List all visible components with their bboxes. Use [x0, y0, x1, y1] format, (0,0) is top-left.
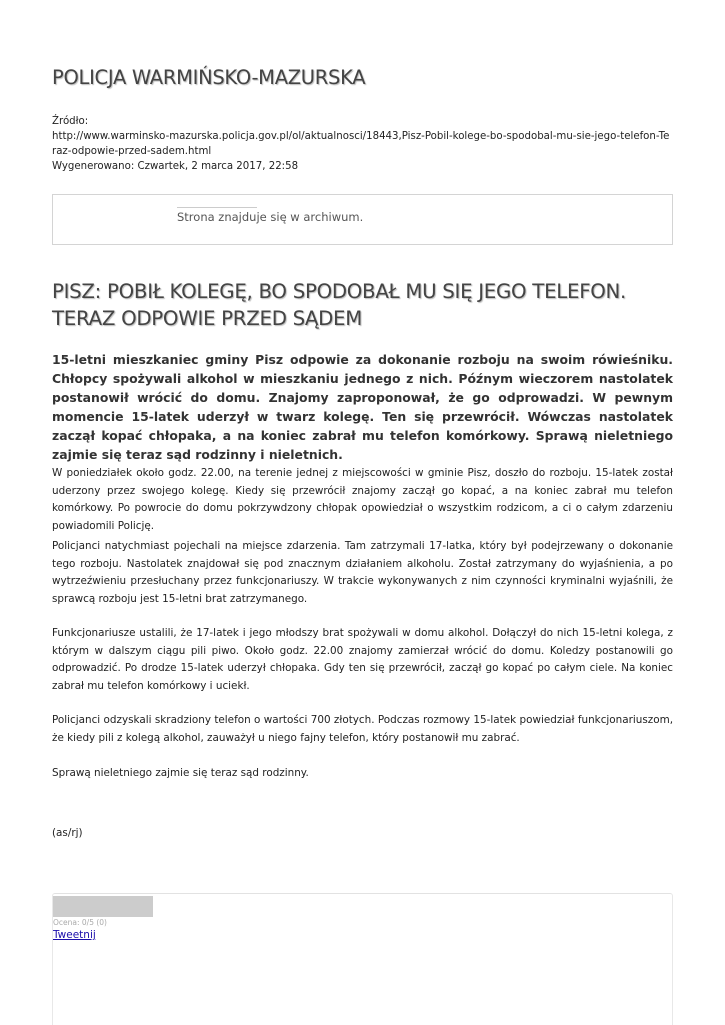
site-title: POLICJA WARMIŃSKO-MAZURSKA — [52, 66, 366, 89]
article-paragraph: Sprawą nieletniego zajmie się teraz sąd rodzinny. — [52, 767, 309, 779]
article-paragraph: Policjanci odzyskali skradziony telefon o wartości 700 złotych. Podczas rozmowy 15-latek powiedział funkcjonariuszom, że kiedy pili z kolegą alkohol, zauważył u niego fajny telefon, który postanowił mu zabrać. — [52, 714, 673, 744]
source-url: http://www.warminsko-mazurska.policja.gov.pl/ol/aktualnosci/18443,Pisz-Pobil-kolege-bo-spodobal-mu-sie-jego-telefon-Teraz-odpowie-przed-sadem.html — [52, 131, 670, 157]
article-title: PISZ: POBIŁ KOLEGĘ, BO SPODOBAŁ MU SIĘ JEGO TELEFON. TERAZ ODPOWIE PRZED SĄDEM — [52, 280, 627, 330]
archive-notice-box — [52, 194, 673, 245]
article-lead: 15-letni mieszkaniec gminy Pisz odpowie za dokonanie rozboju na swoim rówieśniku. Chłopcy spożywali alkohol w mieszkaniu jednego z nich. Późnym wieczorem nastolatek postanowił wrócić do domu. Znajomy zaproponował, że go odprowadzi. W pewnym momencie 15-latek uderzył w twarz kolegę. Ten się przewrócił. Wówczas nastolatek zaczął kopać chłopaka, a na koniec zabrał mu telefon komórkowy. Sprawą nieletniego zajmie się teraz sąd rodzinny i nieletnich. — [52, 352, 673, 462]
generated-date: Wygenerowano: Czwartek, 2 marca 2017, 22:58 — [52, 161, 299, 172]
article-paragraph: Funkcjonariusze ustalili, że 17-latek i jego młodszy brat spożywali w domu alkohol. Dołączył do nich 15-letni kolega, z którym w dalszym ciągu pili piwo. Około godz. 22.00 znajomy zamierzał wrócić do domu. Koledzy postanowili go odprowadzić. Po drodze 15-latek uderzył chłopaka. Gdy ten się przewrócił, zaczął go kopać po całym ciele. Na koniec zabrał mu telefon komórkowy i uciekł. — [52, 627, 673, 692]
article-paragraph: W poniedziałek około godz. 22.00, na terenie jednej z miejscowości w gminie Pisz, doszło do rozboju. 15-latek został uderzony przez swojego kolegę. Kiedy się przewrócił znajomy zaczął go kopać, a na koniec zabrał mu telefon komórkowy. Po powrocie do domu pokrzywdzony chłopak opowiedział o wszystkim rodzicom, a ci o całym zdarzeniu powiadomili Policję. — [52, 467, 673, 532]
source-label: Źródło: — [52, 116, 89, 127]
article-footer — [52, 893, 673, 1025]
article-paragraph: Policjanci natychmiast pojechali na miejsce zdarzenia. Tam zatrzymali 17-latka, który był podejrzewany o dokonanie tego rozboju. Nastolatek znajdował się pod znacznym działaniem alkoholu. Został zatrzymany do wyjaśnienia, a po wytrzeźwieniu przesłuchany przez funkcjonariuszy. W trakcie wykonywanych z nim czynności kryminalni wyjaśnili, że sprawcą rozboju jest 15-letni brat zatrzymanego. — [52, 540, 673, 605]
archive-notice: Strona znajduje się w archiwum. — [177, 210, 364, 224]
document-meta — [52, 114, 673, 174]
archive-divider — [177, 207, 257, 208]
rating-text: Ocena: 0/5 (0) — [53, 918, 107, 927]
rating-widget[interactable] — [53, 896, 153, 917]
article-signature: (as/rj) — [52, 827, 83, 839]
tweet-link[interactable]: Tweetnij — [53, 929, 96, 941]
